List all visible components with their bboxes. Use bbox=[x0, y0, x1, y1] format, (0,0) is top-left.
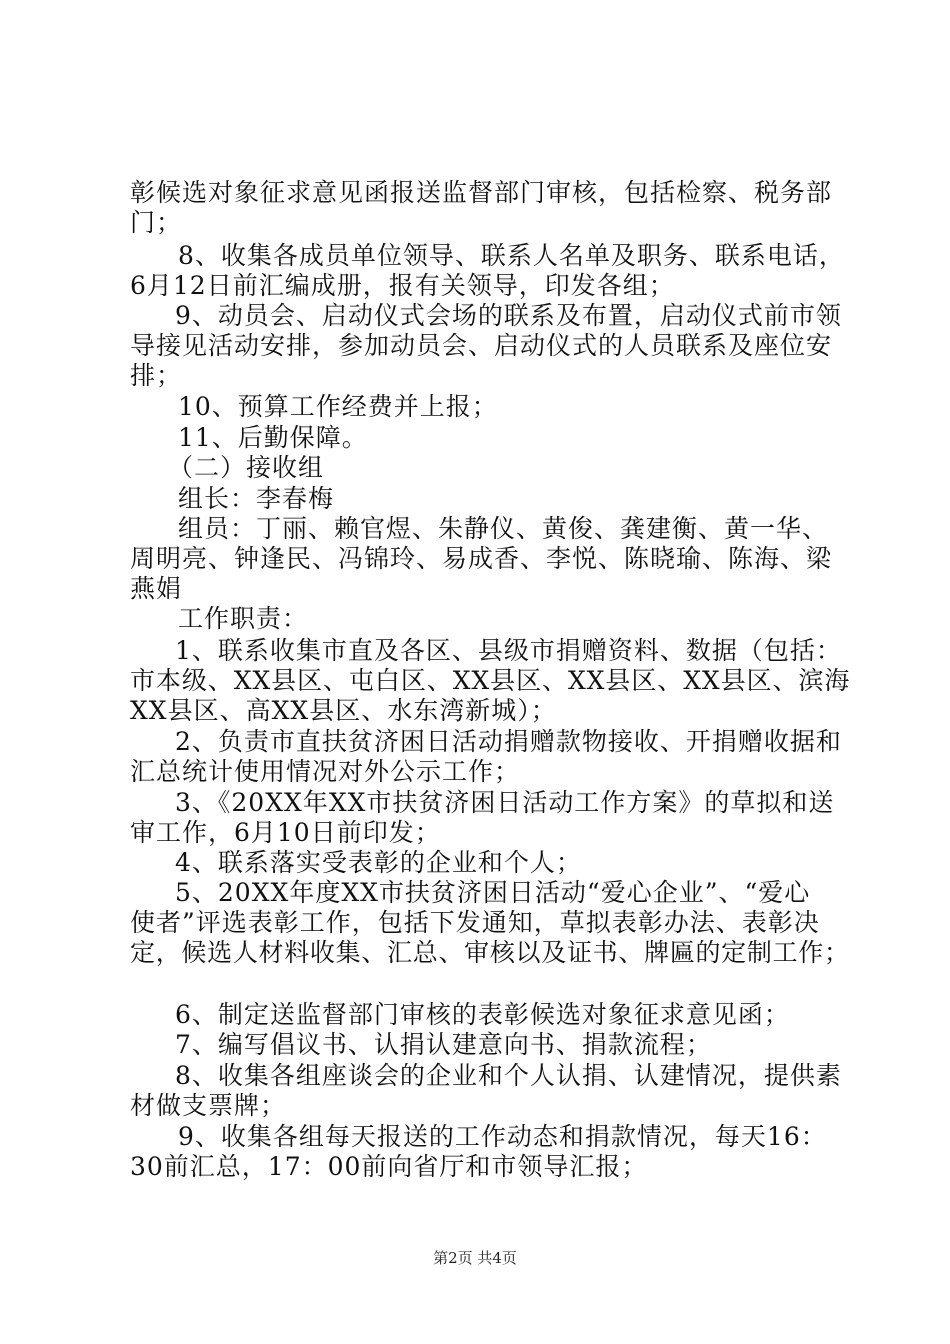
text-line: 10、预算工作经费并上报； bbox=[178, 392, 498, 421]
text-line: 燕娟 bbox=[130, 574, 183, 603]
text-line: 门； bbox=[130, 208, 183, 237]
text-line: 组长：李春梅 bbox=[178, 484, 335, 513]
text-line: 彰候选对象征求意见函报送监督部门审核，包括检察、税务部 bbox=[130, 178, 833, 207]
text-line: 8、收集各成员单位领导、联系人名单及职务、联系电话， bbox=[178, 241, 845, 270]
text-line: 9、收集各组每天报送的工作动态和捐款情况，每天16： bbox=[178, 1122, 827, 1151]
text-line: 2、负责市直扶贫济困日活动捐赠款物接收、开捐赠收据和 bbox=[175, 727, 842, 756]
text-line: 审工作，6月10日前印发； bbox=[130, 818, 441, 847]
text-line: 3、《20XX年XX市扶贫济困日活动工作方案》的草拟和送 bbox=[175, 788, 835, 817]
text-line: 6月12日前汇编成册，报有关领导，印发各组； bbox=[130, 271, 675, 300]
text-line: 4、联系落实受表彰的企业和个人； bbox=[175, 848, 582, 877]
text-line: 周明亮、钟逢民、冯锦玲、易成香、李悦、陈晓瑜、陈海、梁 bbox=[130, 544, 833, 573]
text-line: 工作职责： bbox=[178, 604, 309, 633]
text-line: 导接见活动安排，参加动员会、启动仪式的人员联系及座位安 bbox=[130, 331, 833, 360]
text-line: 定，候选人材料收集、汇总、审核以及证书、牌匾的定制工作； bbox=[130, 938, 850, 967]
text-line: 排； bbox=[130, 361, 183, 390]
text-line: 30前汇总，17：00前向省厅和市领导汇报； bbox=[130, 1152, 648, 1181]
text-line: 组员：丁丽、赖官煜、朱静仪、黄俊、龚建衡、黄一华、 bbox=[178, 514, 829, 543]
text-line: 材做支票牌； bbox=[130, 1091, 287, 1120]
text-line: XX县区、高XX县区、水东湾新城）； bbox=[130, 696, 557, 725]
text-line: 汇总统计使用情况对外公示工作； bbox=[130, 757, 521, 786]
page-footer: 第2页 共4页 bbox=[433, 1249, 517, 1267]
text-line: 5、20XX年度XX市扶贫济困日活动“爱心企业”、“爱心 bbox=[175, 878, 811, 907]
text-line: 1、联系收集市直及各区、县级市捐赠资料、数据（包括： bbox=[175, 636, 842, 665]
text-line: 市本级、XX县区、屯白区、XX县区、XX县区、XX县区、滨海 bbox=[130, 666, 851, 695]
text-line: 使者”评选表彰工作，包括下发通知，草拟表彰办法、表彰决 bbox=[130, 908, 820, 937]
text-line: 8、收集各组座谈会的企业和个人认捐、认建情况，提供素 bbox=[175, 1061, 842, 1090]
text-line: 11、后勤保障。 bbox=[178, 423, 368, 452]
section-heading: （二）接收组 bbox=[168, 453, 325, 482]
text-line: 7、编写倡议书、认捐认建意向书、捐款流程； bbox=[175, 1030, 712, 1059]
text-line: 6、制定送监督部门审核的表彰候选对象征求意见函； bbox=[175, 1000, 790, 1029]
text-line: 9、动员会、启动仪式会场的联系及布置，启动仪式前市领 bbox=[175, 301, 842, 330]
